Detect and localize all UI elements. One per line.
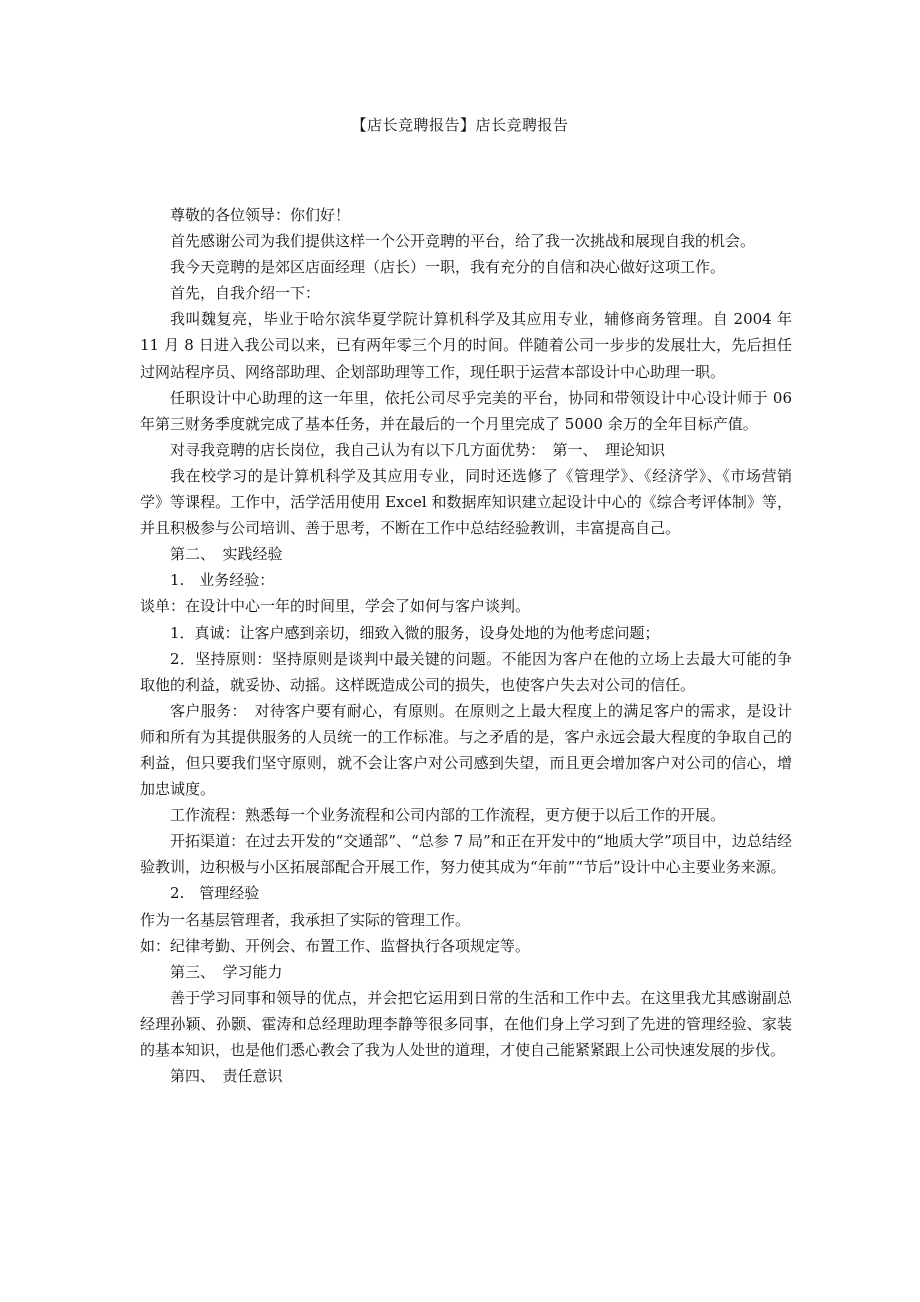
paragraph-greeting: 尊敬的各位领导：你们好！ — [170, 206, 351, 224]
list-item-sincerity: 1．真诚：让客户感到亲切，细致入微的服务，设身处地的为他考虑问题； — [170, 623, 660, 642]
section-heading-learning: 第三、 学习能力 — [170, 962, 283, 981]
document-title: 【店长竞聘报告】店长竞聘报告 — [351, 116, 569, 134]
paragraph-service: 客户服务： 对待客户要有耐心，有原则。在原则之上最大程度上的满足客户的需求，是设计师和所有为其提供服务的人员统一的工作标准。与之矛盾的是，客户永远会最大程度的争取自己的利益，但只要我们坚守原则，就不会让客户对公司感到失望，而且更会增加客户对公司的信心，增加忠诚度。 — [140, 701, 792, 799]
paragraph-intro: 我叫魏复亮，毕业于哈尔滨华夏学院计算机科学及其应用专业，辅修商务管理。自 2004 年 11 月 8 日进入我公司以来，已有两年零三个月的时间。伴随着公司一步步的发展壮大，先后担任过网站程序员、网络部助理、企划部助理等工作，现任职于运营本部设计中心助理一职。 — [140, 310, 792, 381]
paragraph-intro-lead: 首先，自我介绍一下： — [170, 284, 321, 303]
paragraph-achievement: 任职设计中心助理的这一年里，依托公司尽乎完美的平台，协同和带领设计中心设计师于 06 年第三财务季度就完成了基本任务，并在最后的一个月里完成了 5000 余万的全年目标产值。 — [140, 388, 792, 433]
paragraph-negotiation: 谈单：在设计中心一年的时间里，学会了如何与客户谈判。 — [140, 597, 531, 616]
document-body — [140, 202, 792, 1089]
paragraph-thanks: 首先感谢公司为我们提供这样一个公开竞聘的平台，给了我一次挑战和展现自我的机会。 — [170, 232, 756, 251]
list-item-principle: 2．坚持原则：坚持原则是谈判中最关键的问题。不能因为客户在他的立场上去最大可能的争取他的利益，就妥协、动摇。这样既造成公司的损失，也使客户失去对公司的信任。 — [140, 649, 792, 694]
paragraph-workflow: 工作流程：熟悉每一个业务流程和公司内部的工作流程，更方便于以后工作的开展。 — [170, 806, 726, 825]
subsection-heading-business: 1. 业务经验： — [170, 571, 275, 590]
paragraph-position: 我今天竞聘的是郊区店面经理（店长）一职，我有充分的自信和决心做好这项工作。 — [170, 258, 726, 277]
section-heading-responsibility: 第四、 责任意识 — [170, 1067, 283, 1086]
paragraph-theory: 我在校学习的是计算机科学及其应用专业，同时还选修了《管理学》、《经济学》、《市场营销学》等课程。工作中，活学活用使用 Excel 和数据库知识建立起设计中心的《综合考评体制》等，并且积极参与公司培训、善于思考，不断在工作中总结经验教训，丰富提高自己。 — [140, 466, 792, 538]
paragraph-learning: 善于学习同事和领导的优点，并会把它运用到日常的生活和工作中去。在这里我尤其感谢副总经理孙颖、孙颢、霍涛和总经理助理李静等很多同事，在他们身上学习到了先进的管理经验、家装的基本知识，也是他们悉心教会了我为人处世的道理，才使自己能紧紧跟上公司快速发展的步伐。 — [140, 988, 792, 1059]
subsection-heading-management: 2. 管理经验 — [170, 884, 260, 903]
paragraph-advantages: 对寻我竞聘的店长岗位，我自己认为有以下几方面优势： 第一、 理论知识 — [170, 440, 666, 459]
section-heading-practice: 第二、 实践经验 — [170, 545, 283, 564]
paragraph-management: 作为一名基层管理者，我承担了实际的管理工作。 — [140, 910, 471, 929]
paragraph-management-examples: 如：纪律考勤、开例会、布置工作、监督执行各项规定等。 — [140, 936, 531, 955]
paragraph-channels: 开拓渠道：在过去开发的“交通部”、“总参 7 局”和正在开发中的“地质大学”项目中，边总结经验教训，边积极与小区拓展部配合开展工作，努力使其成为“年前”“节后”设计中心主要业务来源。 — [140, 832, 792, 877]
